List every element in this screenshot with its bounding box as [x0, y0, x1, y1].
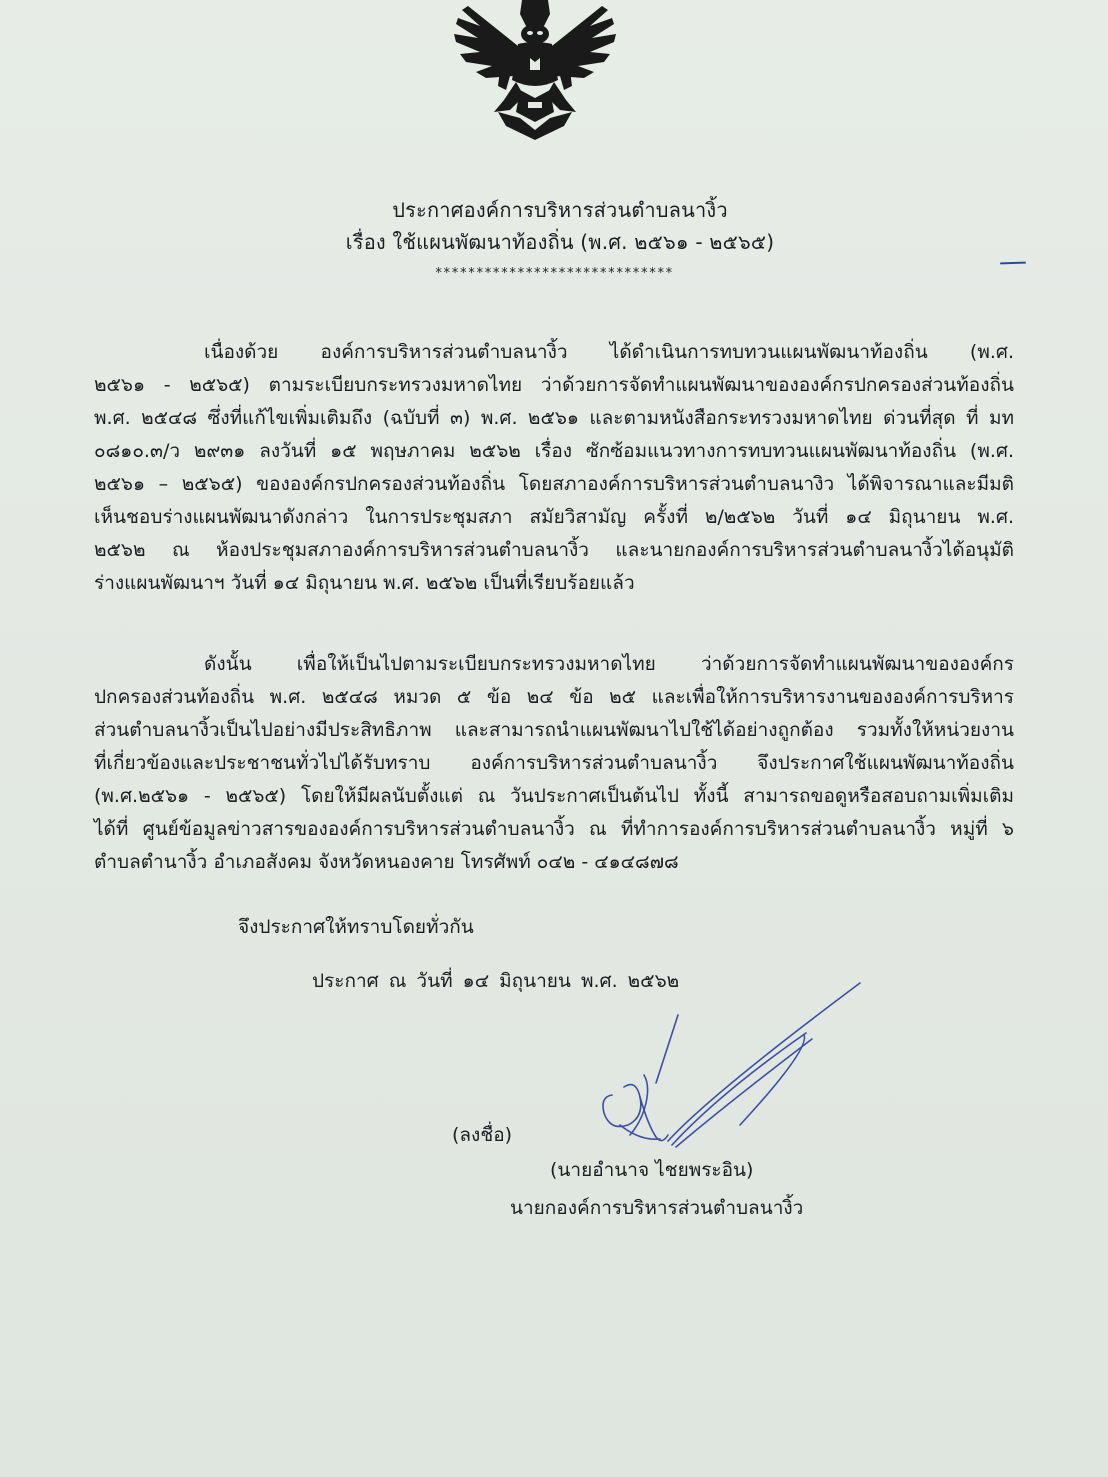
garuda-emblem	[440, 0, 630, 145]
signed-label: (ลงชื่อ)	[452, 1124, 513, 1146]
announcement-title: ประกาศองค์การบริหารส่วนตำบลนางิ้ว	[392, 198, 728, 222]
paragraph-line: ปกครองส่วนท้องถิ่น พ.ศ. ๒๕๔๘ หมวด ๕ ข้อ ๒๔ ข้อ ๒๕ และเพื่อให้การบริหารงานขององค์การบริหาร	[94, 686, 1014, 708]
paragraph-line: พ.ศ. ๒๕๔๘ ซึ่งที่แก้ไขเพิ่มเติมถึง (ฉบับที่ ๓) พ.ศ. ๒๕๖๑ และตามหนังสือกระทรวงมหาดไทย ด่วนที่สุด ที่ มท	[94, 407, 1014, 429]
paragraph-line: (พ.ศ.๒๕๖๑ - ๒๕๖๕) โดยให้มีผลนับตั้งแต่ ณ วันประกาศเป็นต้นไป ทั้งนี้ สามารถขอดูหรือสอบถามเพิ่มเติม	[94, 785, 1014, 807]
handwritten-signature	[560, 975, 880, 1185]
paragraph-1	[94, 336, 1014, 600]
pen-mark	[1000, 262, 1026, 265]
paragraph-line: ๒๕๖๒ ณ ห้องประชุมสภาองค์การบริหารส่วนตำบลนางิ้ว และนายกองค์การบริหารส่วนตำบลนางิ้วได้อนุมัติ	[94, 539, 1014, 561]
paragraph-line: ที่เกี่ยวข้องและประชาชนทั่วไปได้รับทราบ องค์การบริหารส่วนตำบลนางิ้ว จึงประกาศใช้แผนพัฒนาท้องถิ่น	[94, 752, 1014, 774]
divider-stars: *****************************	[434, 266, 674, 281]
paragraph-2	[94, 648, 1014, 879]
announcement-subject: เรื่อง ใช้แผนพัฒนาท้องถิ่น (พ.ศ. ๒๕๖๑ - ๒๕๖๕)	[345, 230, 775, 254]
paragraph-line: ดังนั้น เพื่อให้เป็นไปตามระเบียบกระทรวงมหาดไทย ว่าด้วยการจัดทำแผนพัฒนาขององค์กร	[204, 653, 1014, 675]
paragraph-line: ส่วนตำบลนางิ้วเป็นไปอย่างมีประสิทธิภาพ และสามารถนำแผนพัฒนาไปใช้ได้อย่างถูกต้อง รวมทั้งให้หน่วยงาน	[94, 719, 1014, 741]
paragraph-line: ร่างแผนพัฒนาฯ วันที่ ๑๔ มิถุนายน พ.ศ. ๒๕๖๒ เป็นที่เรียบร้อยแล้ว	[94, 572, 635, 594]
paragraph-line: เนื่องด้วย องค์การบริหารส่วนตำบลนางิ้ว ได้ดำเนินการทบทวนแผนพัฒนาท้องถิ่น (พ.ศ.	[204, 341, 1014, 363]
announcement-date: ประกาศ ณ วันที่ ๑๔ มิถุนายน พ.ศ. ๒๕๖๒	[312, 970, 680, 992]
closing-statement: จึงประกาศให้ทราบโดยทั่วกัน	[238, 916, 474, 938]
signer-title: นายกองค์การบริหารส่วนตำบลนางิ้ว	[510, 1197, 804, 1219]
signer-name: (นายอำนาจ ไชยพระอิน)	[550, 1159, 754, 1181]
paragraph-line: ได้ที่ ศูนย์ข้อมูลข่าวสารขององค์การบริหารส่วนตำบลนางิ้ว ณ ที่ทำการองค์การบริหารส่วนตำบลนางิ้ว หมู่ที่ ๖	[94, 818, 1014, 840]
paragraph-line: ๐๘๑๐.๓/ว ๒๙๓๑ ลงวันที่ ๑๕ พฤษภาคม ๒๕๖๒ เรื่อง ซักซ้อมแนวทางการทบทวนแผนพัฒนาท้องถิ่น (พ.ศ.	[94, 440, 1014, 462]
paragraph-line: เห็นชอบร่างแผนพัฒนาดังกล่าว ในการประชุมสภา สมัยวิสามัญ ครั้งที่ ๒/๒๕๖๒ วันที่ ๑๔ มิถุนายน พ.ศ.	[94, 506, 1014, 528]
paragraph-line: ๒๕๖๑ - ๒๕๖๕) ตามระเบียบกระทรวงมหาดไทย ว่าด้วยการจัดทำแผนพัฒนาขององค์กรปกครองส่วนท้องถิ่น	[94, 374, 1014, 396]
paragraph-line: ตำบลตำนางิ้ว อำเภอสังคม จังหวัดหนองคาย โทรศัพท์ ๐๔๒ - ๔๑๔๘๗๘	[94, 851, 679, 873]
paragraph-line: ๒๕๖๑ – ๒๕๖๕) ขององค์กรปกครองส่วนท้องถิ่น โดยสภาองค์การบริหารส่วนตำบลนางิว ได้พิจารณาและมีมติ	[94, 473, 1014, 495]
